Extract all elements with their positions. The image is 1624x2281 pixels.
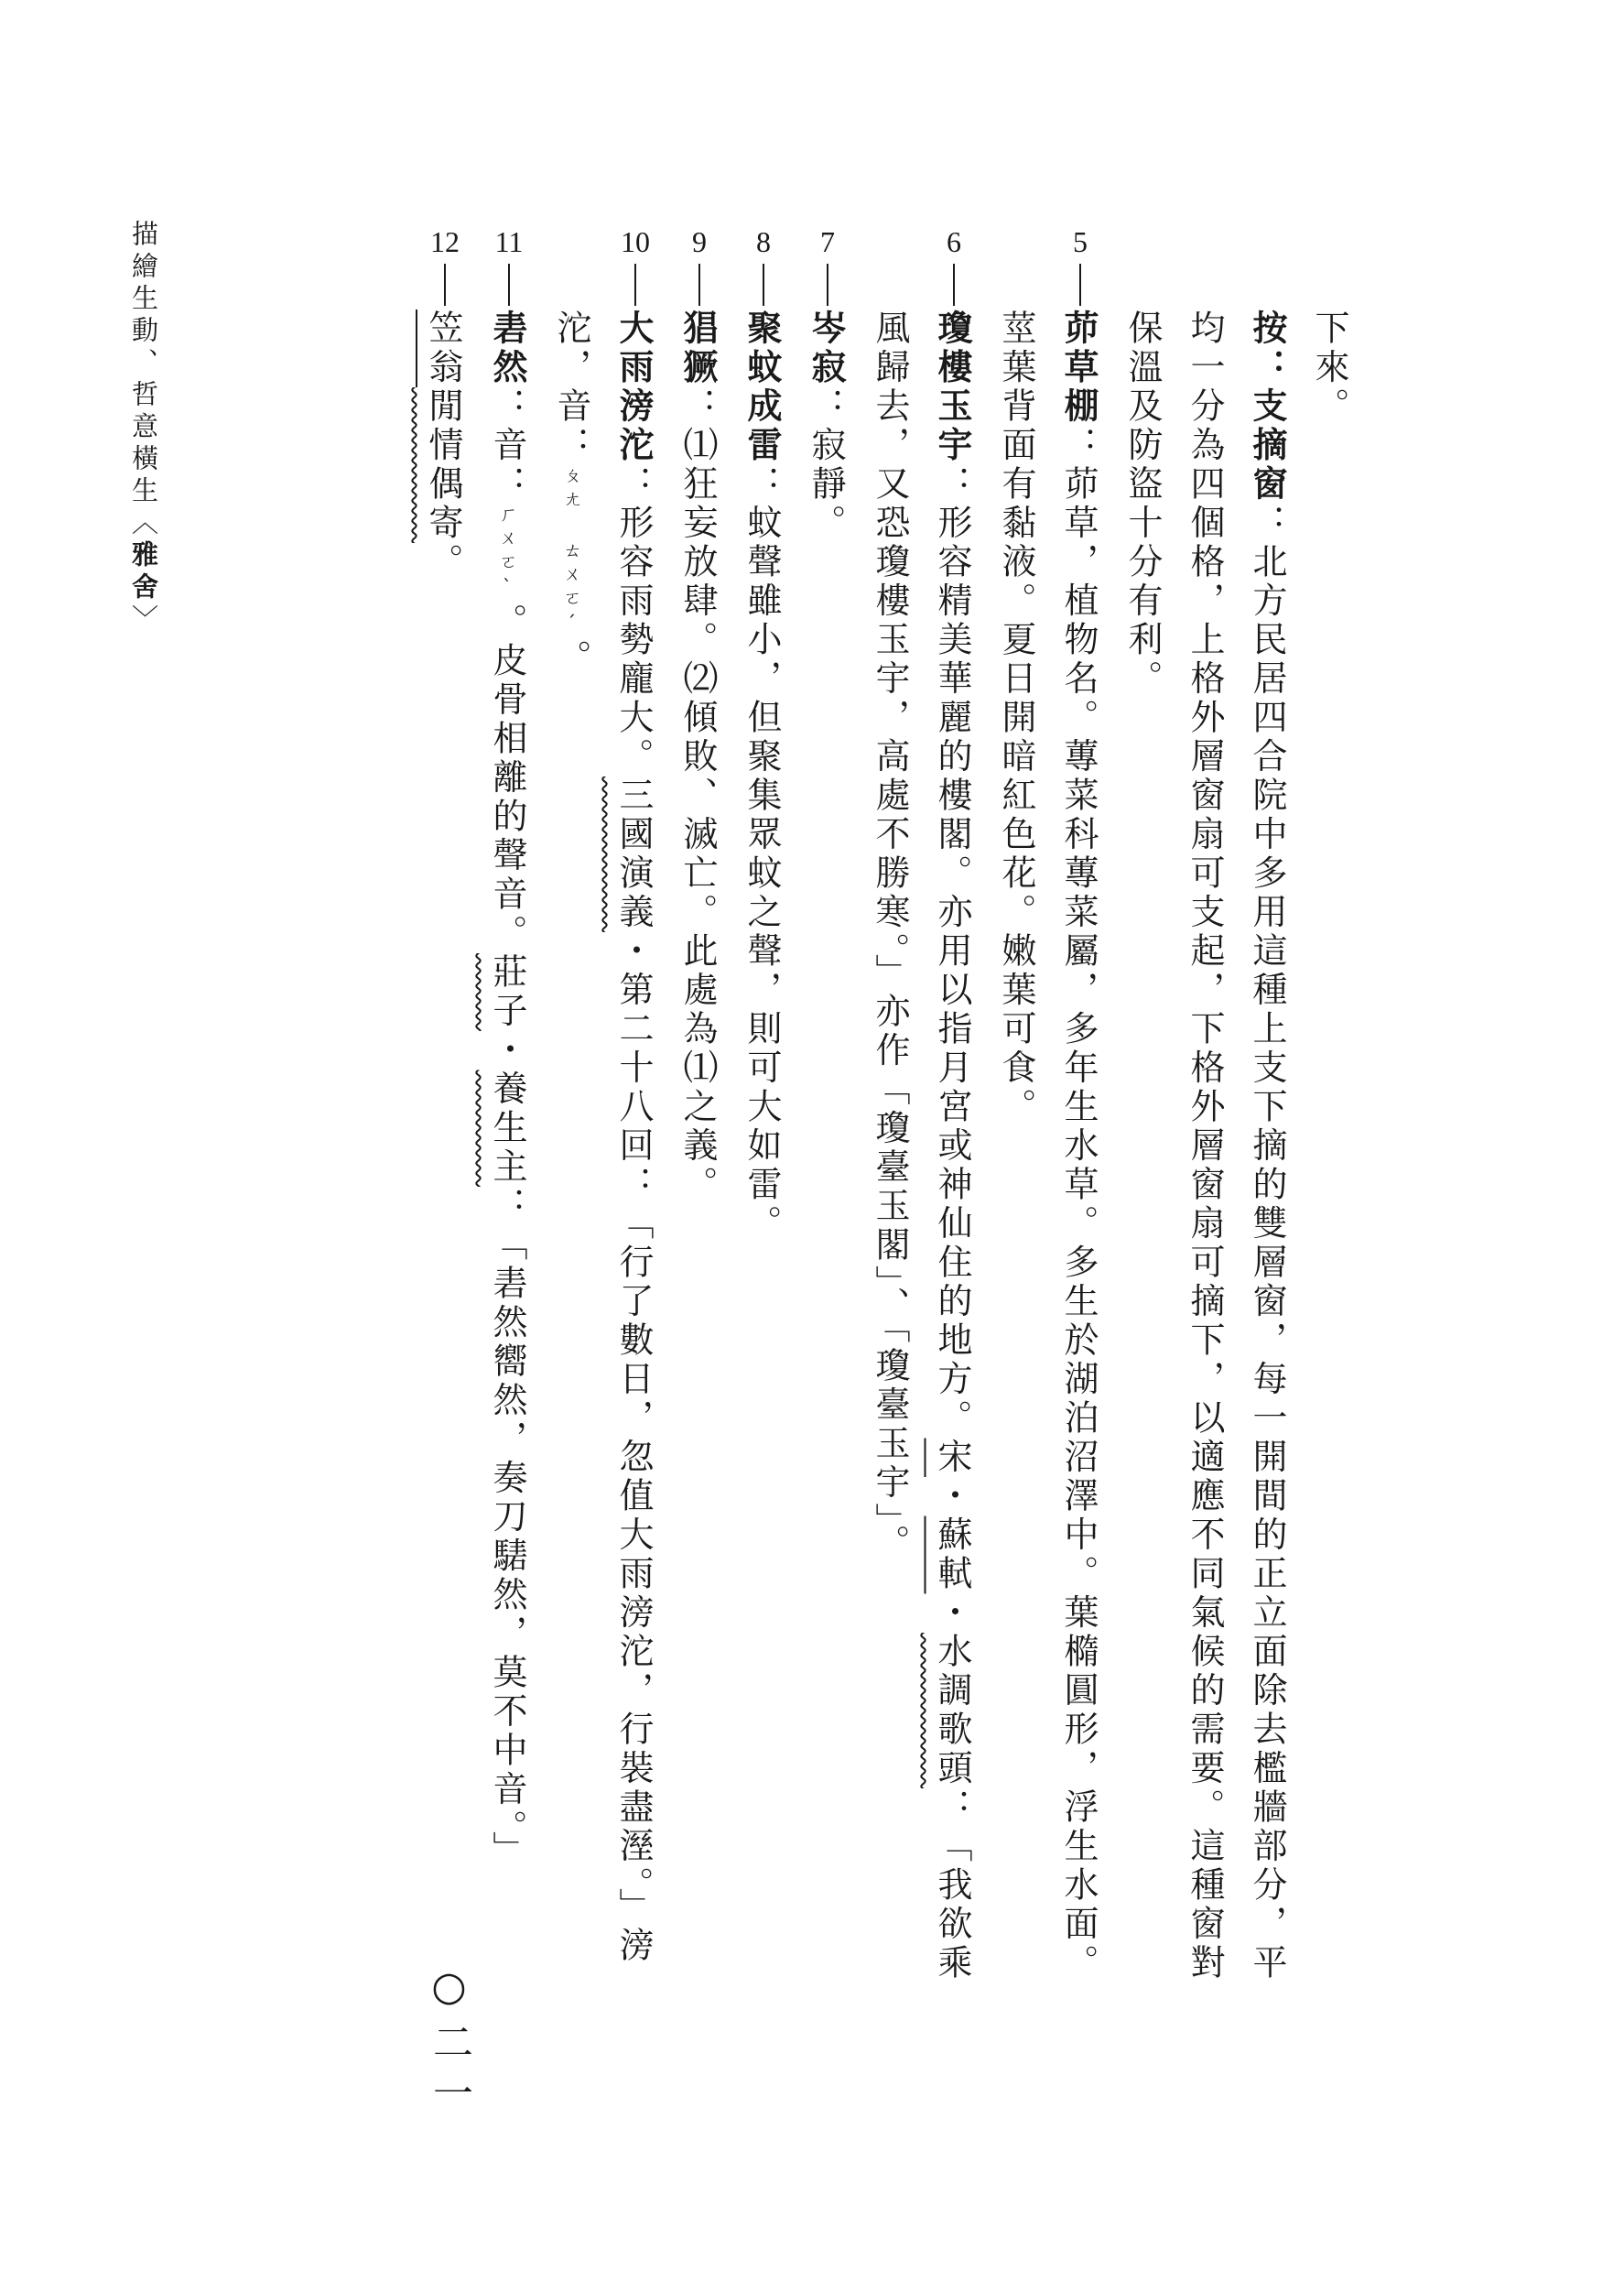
text-column-6: 莖葉背面有黏液。夏日開暗紅色花。嫩葉可食。 <box>996 310 1036 1127</box>
note-number-stem <box>508 264 510 306</box>
page-number: ○二一 <box>426 1963 472 2124</box>
text-column-3: 均一分為四個格，上格外層窗扇可支起，下格外層窗扇可摘下，以適應不同氣候的需要。這種窗對 <box>1185 310 1225 1983</box>
text-column-10: 聚蚊成雷：蚊聲雖小，但聚集眾蚊之聲，則可大如雷。 <box>742 310 782 1244</box>
note-number-11: 11 <box>494 225 524 258</box>
text-column-14: 砉然：音：ㄏㄨㄛˋ。皮骨相離的聲音。莊子・養生主：「砉然嚮然，奏刀騞然，莫不中音。」 <box>487 310 527 1870</box>
text-column-13: 沱，音：ㄆㄤ ㄊㄨㄛˊ。 <box>551 310 591 679</box>
note-number-stem <box>953 264 955 306</box>
text-column-12: 大雨滂沱：形容雨勢龐大。三國演義・第二十八回：「行了數日，忽值大雨滂沱，行裝盡溼。」滂 <box>613 310 654 1966</box>
note-number-stem <box>698 264 700 306</box>
running-head: 描繪生動、哲意橫生〈雅舍〉 <box>128 220 159 636</box>
note-number-5: 5 <box>1073 225 1088 258</box>
text-column-8: 風歸去，又恐瓊樓玉宇，高處不勝寒。」亦作「瓊臺玉閣」、「瓊臺玉宇」。 <box>870 310 910 1563</box>
note-number-7: 7 <box>820 225 835 258</box>
text-column-9: 岑寂：寂靜。 <box>806 310 846 543</box>
text-column-5: 茆草棚：茆草，植物名。蓴菜科蓴菜屬，多年生水草。多生於湖泊沼澤中。葉橢圓形，浮生水面。 <box>1058 310 1099 1983</box>
text-column-4: 保溫及防盜十分有利。 <box>1122 310 1163 699</box>
note-number-stem <box>444 264 446 306</box>
text-column-7: 瓊樓玉宇：形容精美華麗的樓閣。亦用以指月宮或神仙住的地方。宋・蘇軾・水調歌頭：「我欲乘 <box>932 310 972 1983</box>
text-column-2: 按：支摘窗：北方民居四合院中多用這種上支下摘的雙層窗，每一開間的正立面除去檻牆部分，平 <box>1247 310 1287 1983</box>
text-column-15: 笠翁閒情偶寄。 <box>423 310 463 582</box>
note-number-stem <box>634 264 636 306</box>
note-number-8: 8 <box>756 225 771 258</box>
note-number-9: 9 <box>692 225 707 258</box>
note-number-10: 10 <box>621 225 650 258</box>
note-number-stem <box>763 264 764 306</box>
text-column-1: 下來。 <box>1309 310 1349 427</box>
note-number-stem <box>827 264 828 306</box>
note-number-stem <box>1079 264 1081 306</box>
note-number-6: 6 <box>947 225 961 258</box>
note-number-12: 12 <box>430 225 460 258</box>
text-column-11: 猖獗：⑴狂妄放肆。⑵傾敗、滅亡。此處為⑴之義。 <box>677 310 718 1205</box>
